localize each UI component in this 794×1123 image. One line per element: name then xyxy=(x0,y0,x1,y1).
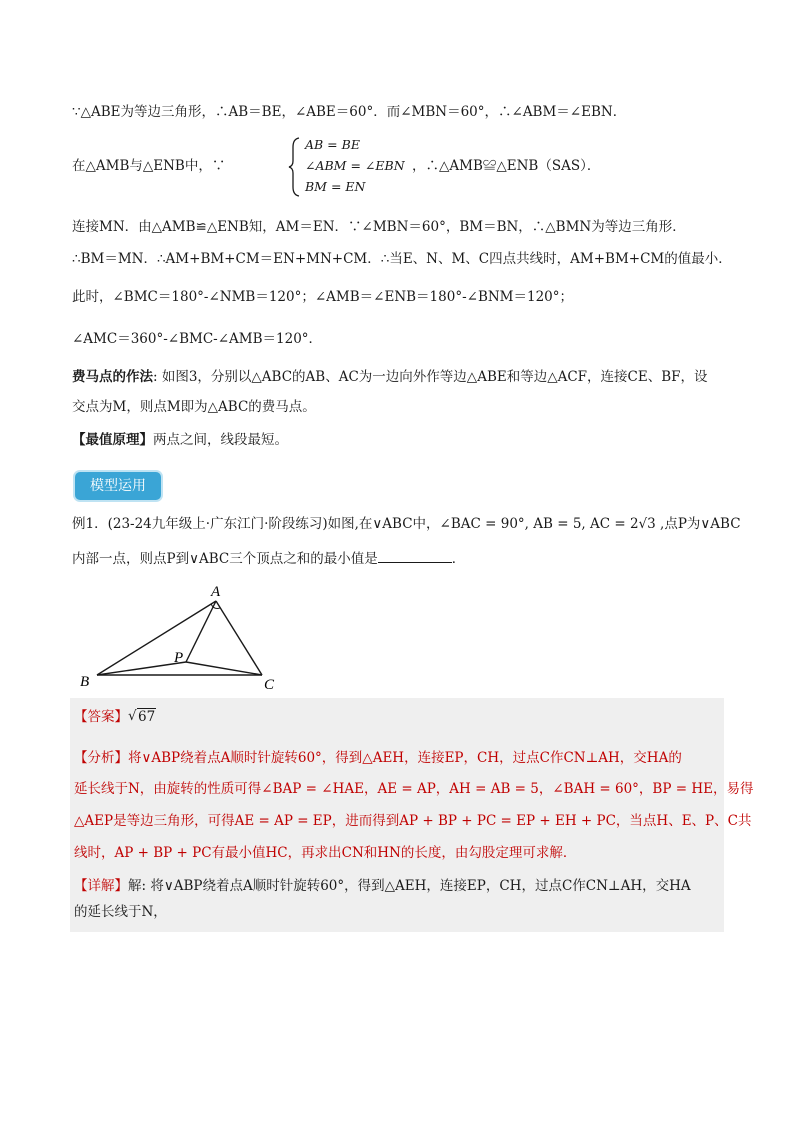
analysis-line-1 xyxy=(74,747,682,769)
extremum-principle-heading: 【最值原理】 xyxy=(72,432,153,448)
answer-tag: 【答案】 xyxy=(74,709,128,725)
label-c: C xyxy=(264,677,275,693)
label-a: A xyxy=(211,584,221,600)
analysis-line-2: 延长线于N，由旋转的性质可得∠BAP = ∠HAE，AE = AP，AH = AB = 5，∠BAH = 60°，BP = HE，易得 xyxy=(74,781,754,797)
segment-bp xyxy=(97,662,186,675)
congruence-label: 在△AMB与△ENB中，∵ xyxy=(72,158,226,174)
condition-2: ∠ABM = ∠EBN xyxy=(305,158,405,173)
fermat-construction-heading: 费马点的作法 xyxy=(72,369,153,385)
solution-box xyxy=(70,698,754,932)
analysis-tag: 【分析】 xyxy=(74,750,128,766)
answer-blank xyxy=(378,548,452,563)
example-line-2 xyxy=(72,548,465,569)
proof-line-3: 连接MN．由△AMB≌△ENB知，AM＝EN．∵∠MBN＝60°，BM＝BN，∴△BMN为等边三角形． xyxy=(72,219,686,235)
proof-line-5: 此时，∠BMC＝180°-∠NMB＝120°；∠AMB＝∠ENB＝180°-∠BNM＝120°； xyxy=(72,289,574,305)
extremum-principle-text: 两点之间，线段最短。 xyxy=(153,432,288,448)
label-b: B xyxy=(80,674,90,690)
answer-line xyxy=(74,706,156,728)
condition-3: BM = EN xyxy=(305,179,366,194)
extremum-principle xyxy=(72,430,288,450)
section-badge: 模型运用 xyxy=(75,472,161,500)
proof-line-4: ∴BM＝MN．∴AM+BM+CM＝EN+MN+CM．∴当E、N、M、C四点共线时，AM+BM+CM的值最小． xyxy=(72,251,732,267)
period: ． xyxy=(451,551,466,567)
condition-1: AB = BE xyxy=(305,137,360,152)
analysis-line-4: 线时，AP + BP + PC有最小值HC，再求出CN和HN的长度，由勾股定理可求解． xyxy=(74,845,577,861)
proof-line-1: ∵△ABE为等边三角形，∴AB＝BE，∠ABE＝60°．而∠MBN＝60°，∴∠ABM＝∠EBN． xyxy=(72,104,627,120)
congruence-conclusion: ，∴△AMB≌△ENB（SAS）． xyxy=(412,158,601,174)
example-question: 内部一点，则点P到∨ABC三个顶点之和的最小值是 xyxy=(72,551,378,567)
fermat-construction-text: : 如图3，分别以△ABC的AB、AC为一边向外作等边△ABE和等边△ACF，连接CE、BF，设 xyxy=(153,369,708,385)
proof-line-6: ∠AMC＝360°-∠BMC-∠AMB＝120°． xyxy=(72,331,323,347)
answer-value: √ 67 xyxy=(128,706,156,728)
segment-pc xyxy=(186,662,262,675)
detail-text-1: 解: 将∨ABP绕着点A顺时针旋转60°，得到△AEH，连接EP，CH，过点C作CN⊥AH，交HA xyxy=(128,878,691,894)
label-p: P xyxy=(174,650,184,666)
edge-ac xyxy=(216,601,262,675)
example-line-1: 例1．(23-24九年级上·广东江门·阶段练习)如图,在∨ABC中，∠BAC = 90°, AB = 5, AC = 2√3 ,点P为∨ABC xyxy=(72,516,741,532)
triangle-figure xyxy=(78,580,288,695)
analysis-text-1: 将∨ABP绕着点A顺时针旋转60°，得到△AEH，连接EP，CH，过点C作CN⊥AH，交HA的 xyxy=(128,750,682,766)
detail-tag: 【详解】 xyxy=(74,878,128,894)
left-brace xyxy=(288,137,302,197)
fermat-construction xyxy=(72,367,708,387)
detail-line-1 xyxy=(74,875,691,897)
analysis-line-3: △AEP是等边三角形，可得AE = AP = EP，进而得到AP + BP + PC = EP + EH + PC，当点H、E、P、C共 xyxy=(74,813,752,829)
fermat-construction-cont: 交点为M，则点M即为△ABC的费马点。 xyxy=(72,399,316,415)
detail-line-2: 的延长线于N， xyxy=(74,904,167,920)
